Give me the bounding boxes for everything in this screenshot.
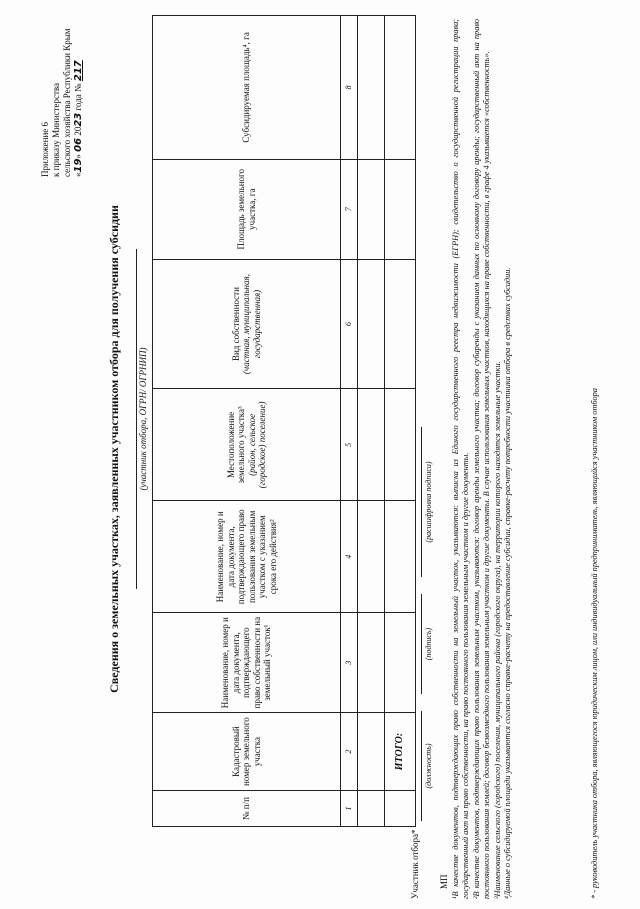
empty-cell [358,159,385,259]
table-header-row [153,16,341,827]
date-year-prefix: 20 [73,126,83,138]
footnote-4: ⁴Данные о субсидируемой площади указываются согласно справке-расчету на предоставление субсидии, справке-расчету потребности участника отбора в средствах субсидии. [503,267,513,899]
signature-block [410,379,450,899]
header-cadastral: Кадастровый номер земельного участка [153,713,341,791]
footnote-1: ¹В качестве документов, подтверждающих право собственности на земельный участок, указываются: выписка из Единого государственного реестра недвижимости (ЕГРН); свидетельство о государственной регистрации права; государственный акт на право собственности, на право постоянного пользования земельным участком и другие документы. [451,19,471,899]
footnote-2: ²В качестве документов, подтверждающих право пользования земельным участком, указываются: договор аренды земельного участка; договор субаренды с указанием данных по основному договору аренды; государственный акт на право постоянного пользования землей; договор безвозмездного пользования земельным участком и другие документы. В случае использования земельных участков, находящихся на праве собственности, в графе 4 указывается «собственность». [471,19,492,899]
name-caption: (расшифровка подписи) [424,461,433,543]
header-ownership-type [153,259,341,389]
header-location [153,389,341,501]
empty-cell [358,791,385,827]
sign-caption: (подпись) [424,627,433,661]
date-quote-close: » [73,151,83,159]
land-plots-table [152,15,416,827]
header-area: Площадь земельного участка, га [153,159,341,259]
empty-cell [358,613,385,713]
empty-cell [385,16,416,160]
col-num-1: 1 [341,791,358,827]
position-line [420,711,422,821]
header-subsidized-area: Субсидируемая площадь⁴, га [153,16,341,160]
empty-cell [358,16,385,160]
header-usage-doc: Наименование, номер и дата документа, подтверждающего право пользования земельным участком с указанием срока его действия² [153,501,341,613]
appendix-line-3: сельского хозяйства Республики Крым [62,28,72,177]
signature-label: Участник отбора* [410,829,420,899]
empty-cell [385,159,416,259]
appendix-date-line [73,7,84,177]
col-num-5: 5 [341,389,358,501]
col-num-8: 8 [341,16,358,160]
stamp-place: МП [439,874,449,889]
header-num: № п/п [153,791,341,827]
date-year: 23 [73,112,84,127]
date-month: 06 [73,137,84,152]
date-year-word: года № [73,81,83,113]
sign-line [420,594,422,694]
total-label: ИТОГО: [385,713,416,791]
date-day: 19 [73,158,84,173]
participant-caption-text: (участник отбора, ОГРН/ ОГРНИП) [136,249,148,589]
header-location-note: (район, сельское (городское) поселение) [246,401,267,489]
col-num-6: 6 [341,259,358,389]
header-ownership-type-note: (частная, муниципальная, государственная) [241,274,262,375]
empty-cell [358,501,385,613]
date-quote-open: « [73,172,83,177]
column-number-row [341,16,358,827]
empty-cell [385,259,416,389]
header-ownership-doc: Наименование, номер и дата документа, подтверждающего право собственности на земельный участок¹ [153,613,341,713]
empty-cell [358,389,385,501]
star-note: * - руководитель участника отбора, являющегося юридическим лицом, или индивидуальный предприниматель, являющийся участником отбора [590,388,599,899]
position-caption: (должность) [424,743,433,789]
order-number: 217 [73,60,84,82]
page-title: Сведения о земельных участках, заявленных участником отбора для получения субсидии [107,205,121,693]
empty-cell [358,713,385,791]
col-num-3: 3 [341,613,358,713]
appendix-line-2: к приказу Министерства [51,82,61,177]
appendix-line-1: Приложение 6 [40,121,50,177]
col-num-2: 2 [341,713,358,791]
header-location-text: Местоположение земельного участка³ [225,406,246,484]
header-ownership-type-text: Вид собственности [230,287,241,362]
appendix-block [40,7,84,177]
footnote-3: ³Наименование сельского (городского) поселения, муниципального района (городского округа), на территории которого находятся земельные участки. [492,361,502,899]
participant-caption [136,249,148,589]
empty-cell [358,259,385,389]
name-line [420,427,422,577]
footnotes [451,19,513,899]
table-row [358,16,385,827]
col-num-4: 4 [341,501,358,613]
col-num-7: 7 [341,159,358,259]
